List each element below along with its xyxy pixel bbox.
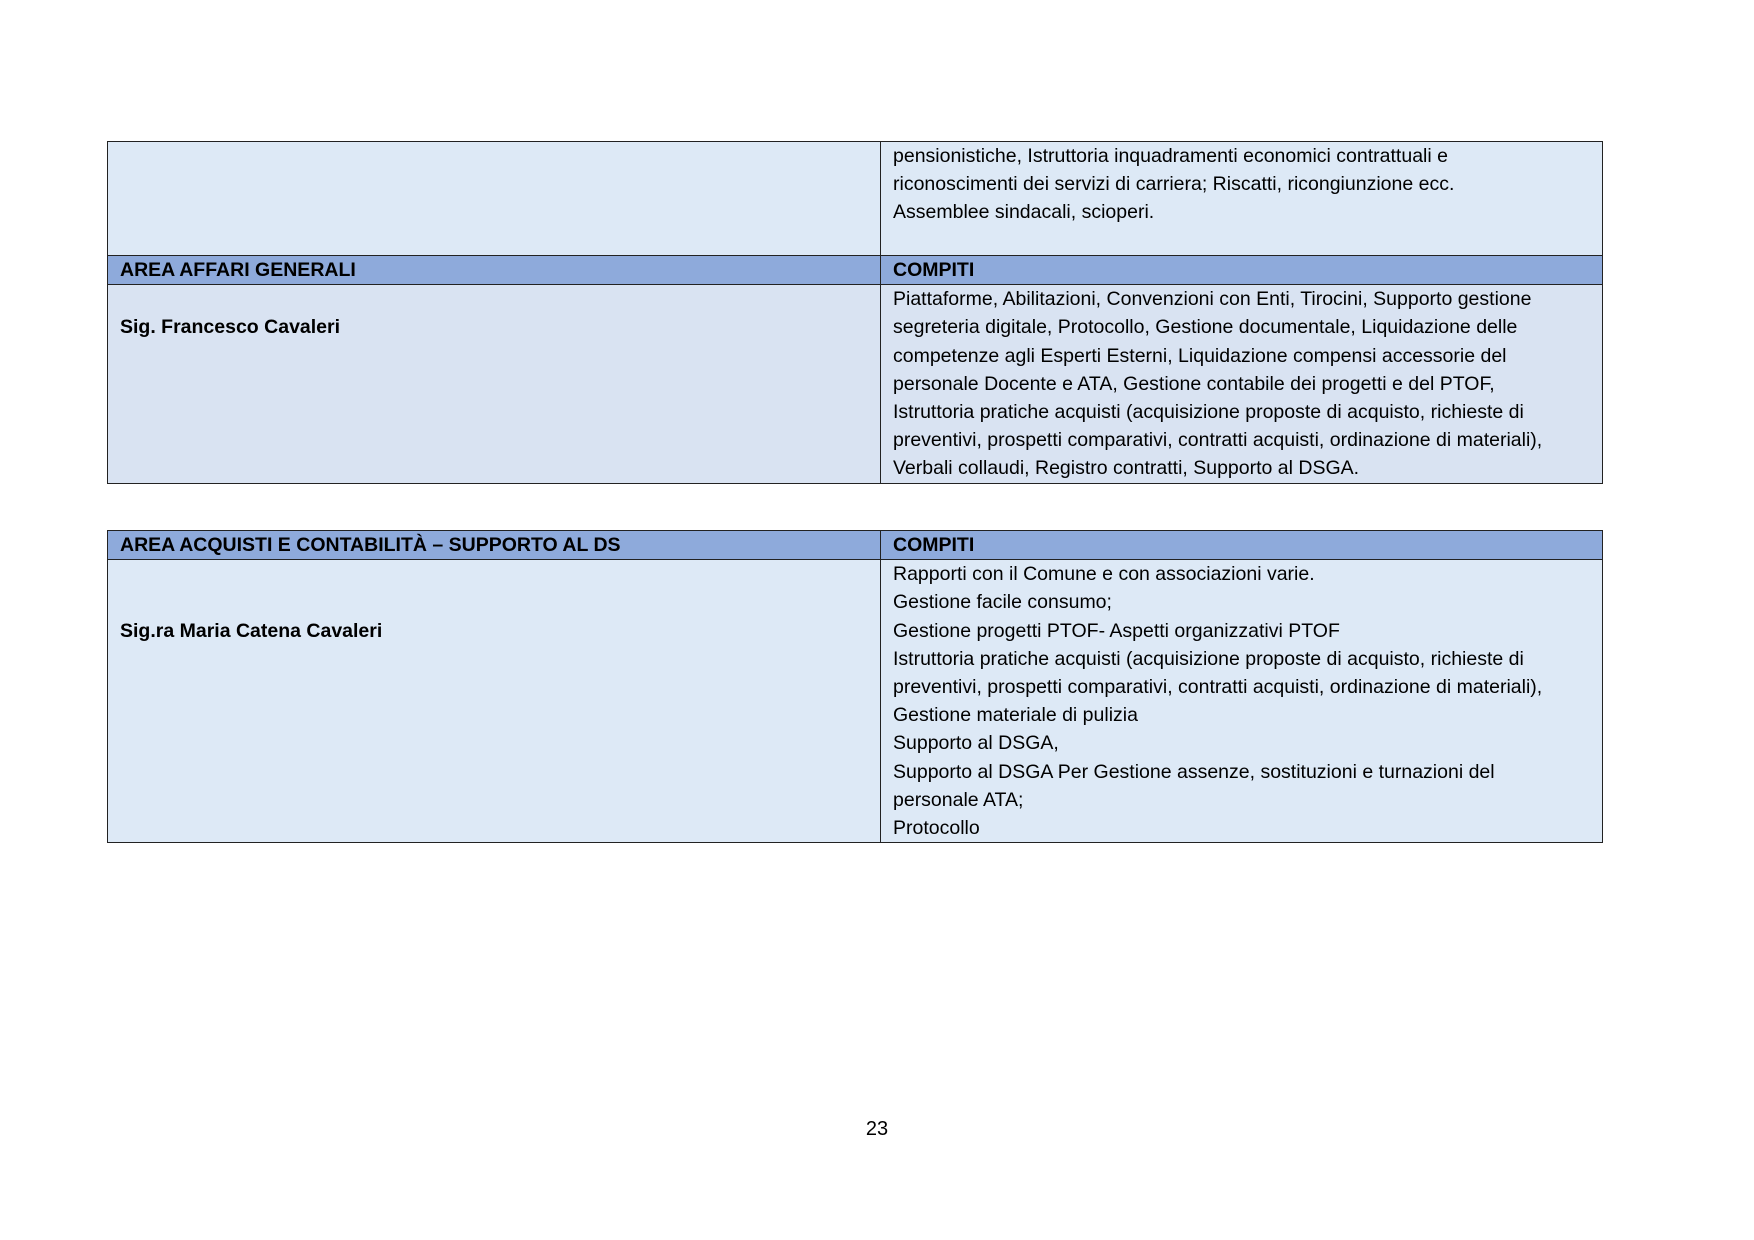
area-acquisti-contabilita-table (107, 530, 1603, 843)
task-line: Rapporti con il Comune e con associazioni varie. (893, 563, 1315, 586)
task-line: personale ATA; (893, 788, 1024, 811)
table-row (108, 560, 1603, 843)
task-line: preventivi, prospetti comparativi, contratti acquisti, ordinazione di materiali), (893, 429, 1543, 452)
task-line: Gestione materiale di pulizia (893, 704, 1138, 727)
staff-name-cell (108, 285, 881, 483)
tasks-cell (881, 560, 1603, 843)
task-line: segreteria digitale, Protocollo, Gestione documentale, Liquidazione delle (893, 316, 1518, 339)
task-line: Supporto al DSGA Per Gestione assenze, sostituzioni e turnazioni del (893, 760, 1495, 783)
task-line: riconoscimenti dei servizi di carriera; Riscatti, ricongiunzione ecc. (893, 173, 1455, 196)
area-header: AREA AFFARI GENERALI (108, 256, 881, 285)
task-line: Supporto al DSGA, (893, 732, 1059, 755)
tasks-cell-continuation (881, 142, 1603, 256)
task-line: preventivi, prospetti comparativi, contratti acquisti, ordinazione di materiali), (893, 676, 1543, 699)
task-line: Gestione facile consumo; (893, 591, 1112, 614)
table-row-continuation (108, 142, 1603, 256)
task-line: personale Docente e ATA, Gestione contabile dei progetti e del PTOF, (893, 372, 1495, 395)
name-cell-empty (108, 142, 881, 256)
task-line: Istruttoria pratiche acquisti (acquisizione proposte di acquisto, richieste di (893, 647, 1524, 670)
task-line: pensionistiche, Istruttoria inquadramenti economici contrattuali e (893, 145, 1448, 167)
page-number: 23 (865, 1118, 889, 1140)
staff-name: Sig. Francesco Cavaleri (120, 316, 341, 339)
tasks-cell (881, 285, 1603, 483)
task-line: Protocollo (893, 817, 980, 840)
tasks-header: COMPITI (881, 256, 1603, 285)
tasks-header: COMPITI (881, 531, 1603, 560)
staff-name-cell (108, 560, 881, 843)
table-header-row (108, 256, 1603, 285)
task-line: Gestione progetti PTOF- Aspetti organizzativi PTOF (893, 619, 1340, 642)
task-line: Istruttoria pratiche acquisti (acquisizione proposte di acquisto, richieste di (893, 401, 1524, 424)
task-line: Assemblee sindacali, scioperi. (893, 201, 1155, 224)
table-header-row (108, 531, 1603, 560)
task-line: Verbali collaudi, Registro contratti, Supporto al DSGA. (893, 457, 1360, 480)
table-row (108, 285, 1603, 483)
task-line: Piattaforme, Abilitazioni, Convenzioni con Enti, Tirocini, Supporto gestione (893, 288, 1532, 311)
area-header: AREA ACQUISTI E CONTABILITÀ – SUPPORTO AL DS (108, 531, 881, 560)
area-affari-generali-table (107, 141, 1603, 484)
task-line: competenze agli Esperti Esterni, Liquidazione compensi accessorie del (893, 344, 1507, 367)
staff-name: Sig.ra Maria Catena Cavaleri (120, 619, 383, 642)
